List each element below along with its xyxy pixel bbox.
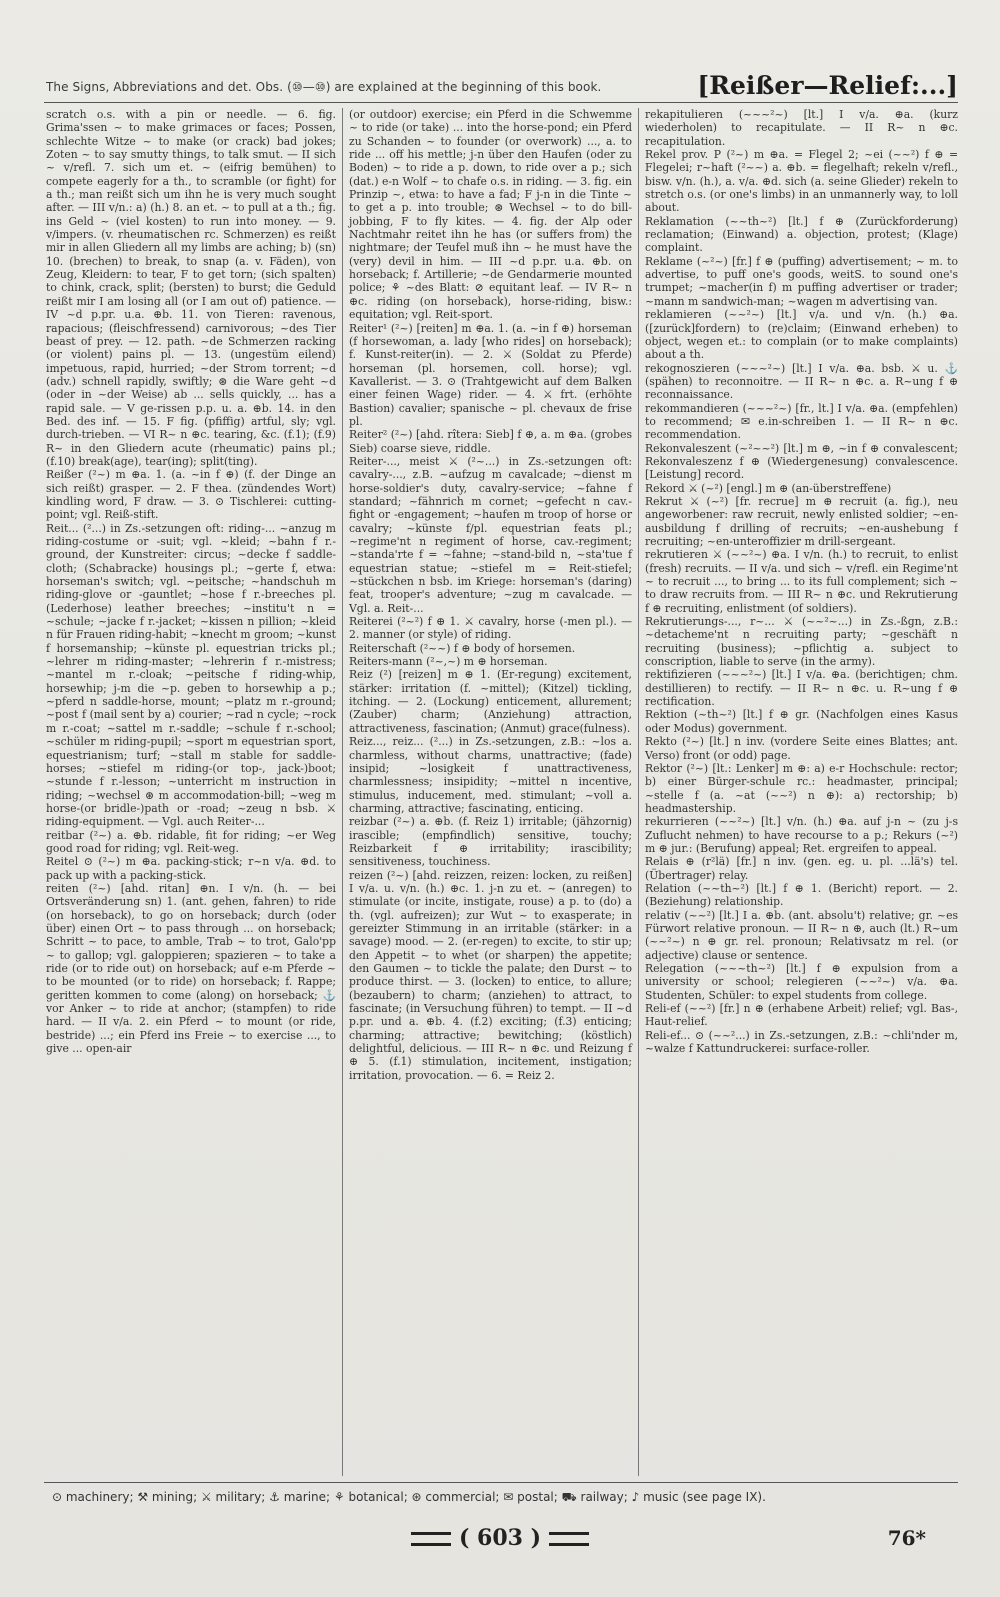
running-head: [Reißer—Relief:...] <box>697 71 958 100</box>
text-columns <box>44 108 958 1476</box>
dictionary-entry: Reiz..., reiz... (²...) in Zs.-setzungen, z.B.: ~los a. charmless, without charms, unattractive; (fade) insipid; ~losigkeit f unattractiveness, charmlessness; insipidity; ~mittel n incentive, stimulus, inducement, med. stimulant; ~voll a. charming, attractive; fascinating, enticing. <box>349 735 632 815</box>
dictionary-entry: relativ (~~²) [lt.] I a. ⊕b. (ant. absolu't) relative; gr. ~es Fürwort relative pronoun. — II R~ n ⊕, auch (lt.) R~um (~~²~) n ⊕ gr. rel. pronoun; Relativsatz m rel. (or adjective) clause or sentence. <box>645 908 958 962</box>
abbreviation-note: The Signs, Abbreviations and det. Obs. (⑩—⑩) are explained at the beginning of this book. <box>46 80 602 94</box>
dictionary-entry: Reitel ⊙ (²~) m ⊕a. packing-stick; r~n v/a. ⊕d. to pack up with a packing-stick. <box>46 855 336 882</box>
dictionary-entry: (or outdoor) exercise; ein Pferd in die Schwemme ~ to ride (or take) ... into the horse-pond; ein Pferd zu Schanden ~ to founder (or overwork) ..., a. to ride ... off his mettle; j-n über den Haufen (oder zu Boden) ~ to ride a p. down, to ride over a p.; sich (dat.) e-n Wolf ~ to chafe o.s. in riding. — 3. fig. ein Prinzip ~, etwa: to have a fad; F j-n in die Tinte ~ to get a p. into trouble; ⊛ Wechsel ~ to do bill-jobbing, F to fly kites. — 4. fig. der Alp oder Nachtmahr reitet ihn he has (or suffers from) the nightmare; der Teufel muß ihn ~ he must have the (very) devil in him. — III ~d p.pr. u.a. ⊕b. on horseback; f. Artillerie; ~de Gendarmerie mounted police; ⚘ ~des Blatt: ⊘ equitant leaf. — IV R~ n ⊕c. riding (on horseback), horse-riding, bisw.: equitation; vgl. Reit-sport. <box>349 108 632 322</box>
page-number: ( 603 ) <box>458 1525 542 1551</box>
page-number-block <box>0 1525 1000 1551</box>
dictionary-entry: Reiterei (²~²) f ⊕ 1. ⚔ cavalry, horse (-men pl.). — 2. manner (or style) of riding. <box>349 615 632 642</box>
dictionary-entry: Relais ⊕ (r²lä) [fr.] n inv. (gen. eg. u. pl. ...lä's) tel. (Übertrager) relay. <box>645 855 958 882</box>
dictionary-entry: rekrutieren ⚔ (~~²~) ⊕a. I v/n. (h.) to recruit, to enlist (fresh) recruits. — II v/a. und sich ~ v/refl. ein Regime'nt ~ to recruit ..., to bring ... to its full complement; sich ~ to draw recruits from. — III R~ n ⊕c. und Rekrutierung f ⊕ recruiting, enlistment (of soldiers). <box>645 548 958 615</box>
page-header <box>44 58 958 103</box>
dictionary-entry: Rekord ⚔ (~²) [engl.] m ⊕ (an-überstreffene) <box>645 481 892 495</box>
dictionary-entry: reizbar (²~) a. ⊕b. (f. Reiz 1) irritable; (jähzornig) irascible; (empfindlich) sensitive, touchy; Reizbarkeit f ⊕ irritability; irascibility; sensitiveness, touchiness. <box>349 815 632 869</box>
symbol-legend: ⊙ machinery; ⚒ mining; ⚔ military; ⚓ marine; ⚘ botanical; ⊛ commercial; ✉ postal; ⛟ railway; ♪ music (see page IX). <box>52 1490 766 1504</box>
column-right <box>638 108 958 1476</box>
dictionary-entry: Reiter² (²~) [ahd. rîtera: Sieb] f ⊕, a. m ⊕a. (grobes Sieb) coarse sieve, riddle. <box>349 428 632 455</box>
dictionary-entry: Relation (~~th~²) [lt.] f ⊕ 1. (Bericht) report. — 2. (Beziehung) relationship. <box>645 881 958 909</box>
dictionary-entry: reklamieren (~~²~) [lt.] v/a. und v/n. (h.) ⊕a. ([zurück]fordern) to (re)claim; (Einwand erheben) to object, wegen et.: to complain (or to make complaints) about a th. <box>645 308 958 362</box>
dictionary-entry: Rektion (~th~²) [lt.] f ⊕ gr. (Nachfolgen eines Kasus oder Modus) government. <box>645 708 958 735</box>
dictionary-entry: Reli-ef... ⊙ (~~²...) in Zs.-setzungen, z.B.: ~chli'nder m, ~walze f Kattundruckerei: surface-roller. <box>645 1028 958 1056</box>
dictionary-entry: rektifizieren (~~~²~) [lt.] I v/a. ⊕a. (berichtigen; chm. destillieren) to rectify. — II R~ n ⊕c. u. R~ung f ⊕ rectification. <box>645 668 958 709</box>
dictionary-entry: reitbar (²~) a. ⊕b. ridable, fit for riding; ~er Weg good road for riding; vgl. Reit-weg. <box>46 828 336 855</box>
page-number-ornament-left <box>411 1532 451 1546</box>
dictionary-entry: rekurrieren (~~²~) [lt.] v/n. (h.) ⊕a. auf j-n ~ (zu j-s Zuflucht nehmen) to have recourse to a p.; Rekurs (~²) m ⊕ jur.: (Berufung) appeal; Ret. ergreifen to appeal. <box>645 815 958 855</box>
dictionary-entry: Rekonvaleszent (~²~~²) [lt.] m ⊕, ~in f ⊕ convalescent; Rekonvaleszenz f ⊕ (Wiedergenesung) convalescence. [Leistung] record. <box>645 441 958 482</box>
footer-divider <box>44 1482 958 1483</box>
dictionary-entry: Rekto (²~) [lt.] n inv. (vordere Seite eines Blattes; ant. Verso) front (or odd) page. <box>645 735 958 762</box>
column-left <box>44 108 342 1476</box>
dictionary-entry: rekognoszieren (~~~²~) [lt.] I v/a. ⊕a. bsb. ⚔ u. ⚓ (spähen) to reconnoitre. — II R~ n ⊕c. a. R~ung f ⊕ reconnaissance. <box>645 361 958 402</box>
column-middle <box>342 108 638 1476</box>
dictionary-entry: Reiter-..., meist ⚔ (²~...) in Zs.-setzungen oft: cavalry-..., z.B. ~aufzug m cavalcade; ~dienst m horse-soldier's duty, cavalry-service; ~fahne f standard; ~fähnrich m cornet; ~gefecht n cav.-fight or -engagement; ~haufen m troop of horse or cavalry; ~künste f/pl. equestrian feats pl.; ~regime'nt n regiment of horse, cav.-regiment; ~standa'rte f = ~fahne; ~stand-bild n, ~sta'tue f equestrian statue; ~stiefel m = Reit-stiefel; ~stückchen n bsb. im Kriege: horseman's (daring) feat, trooper's adventure; ~zug m cavalcade. — Vgl. a. Reit-... <box>349 454 632 615</box>
dictionary-entry: Reiterschaft (²~~) f ⊕ body of horsemen. <box>349 641 576 655</box>
dictionary-entry: rekommandieren (~~~²~) [fr., lt.] I v/a. ⊕a. (empfehlen) to recommend; ✉ e.in-schreiben 1. — II R~ n ⊕c. recommendation. <box>645 401 958 442</box>
dictionary-entry: Rektor (²~) [lt.: Lenker] m ⊕: a) e-r Hochschule: rector; b) einer Bürger-schule rc.: headmaster, principal; ~stelle f (a. ~at (~~²) n ⊕): a) rectorship; b) headmastership. <box>645 761 958 815</box>
dictionary-entry: Reit... (²...) in Zs.-setzungen oft: riding-... ~anzug m riding-costume or -suit; vgl. ~kleid; ~bahn f r.-ground, der Kunstreiter: circus; ~decke f saddle-cloth; (Schabracke) housings pl.; ~gerte f, etwa: horseman's switch; vgl. ~peitsche; ~handschuh m riding-glove or -gauntlet; ~hose f r.-breeches pl. (Lederhose) leather breeches; ~institu't n = ~schule; ~jacke f r.-jacket; ~kissen n pillion; ~kleid n für Frauen riding-habit; ~knecht m groom; ~kunst f horsemanship; ~künste pl. equestrian tricks pl.; ~lehrer m riding-master; ~lehrerin f r.-mistress; ~mantel m r.-cloak; ~peitsche f riding-whip, horsewhip; j-m die ~p. geben to horsewhip a p.; ~pferd n saddle-horse, mount; ~platz m r.-ground; ~post f (mail sent by a) courier; ~rad n cycle; ~rock m r.-coat; ~sattel m r.-saddle; ~schule f r.-school; ~schüler m riding-pupil; ~sport m equestrian sport, equestrianism; turf; ~stall m stable for saddle-horses; ~stiefel m riding-(or top-, jack-)boot; ~stunde f r.-lesson; ~unterricht m instruction in riding; ~wechsel ⊛ m accommodation-bill; ~weg m horse-(or bridle-)path or -road; ~zeug n bsb. ⚔ riding-equipment. — Vgl. auch Reiter-... <box>46 521 336 829</box>
page-number-ornament-right <box>549 1532 589 1546</box>
dictionary-entry: rekapitulieren (~~~²~) [lt.] I v/a. ⊕a. (kurz wiederholen) to recapitulate. — II R~ n ⊕c. recapitulation. <box>645 108 958 148</box>
dictionary-entry: Relegation (~~~th~²) [lt.] f ⊕ expulsion from a university or school; relegieren (~~²~) v/a. ⊕a. Studenten, Schüler: to expel students from college. <box>645 962 958 1002</box>
dictionary-entry: Reiter¹ (²~) [reiten] m ⊕a. 1. (a. ~in f ⊕) horseman (f horsewoman, a. lady [who rides] on horseback); f. Kunst-reiter(in). — 2. ⚔ (Soldat zu Pferde) horseman (pl. horsemen, coll. horse); vgl. Kavallerist. — 3. ⊙ (Trahtgewicht auf dem Balken einer feinen Wage) rider. — 4. ⚔ frt. (erhöhte Bastion) cavalier; spanische ~ pl. chevaux de frise pl. <box>349 321 632 428</box>
dictionary-entry: scratch o.s. with a pin or needle. — 6. fig. Grima'ssen ~ to make grimaces or faces; Possen, schlechte Witze ~ to make (or crack) bad jokes; Zoten ~ to say smutty things, to talk smut. — II sich ~ v/refl. 7. sich um et. ~ (eifrig bemühen) to compete eagerly for a th., to scramble (or fight) for a th.; man reißt sich um ihn he is very much sought after. — III v/n.: a) (h.) 8. an et. ~ to pull at a th.; fig. ins Geld ~ (viel kosten) to run into money. — 9. v/impers. (v. rheumatischen rc. Schmerzen) es reißt mir in allen Gliedern all my limbs are aching; b) (sn) 10. (brechen) to break, to snap (a. v. Fäden), von Zeug, Kleidern: to tear, F to get torn; (sich spalten) to chink, crack, split; (bersten) to burst; die Geduld reißt mir I am losing all (or I am out of) patience. — IV ~d p.pr. u.a. ⊕b. 11. von Tieren: ravenous, rapacious; (fleischfressend) carnivorous; ~des Tier beast of prey. — 12. path. ~de Schmerzen racking (or violent) pains pl. — 13. (ungestüm eilend) impetuous, rapid, hurried; ~der Strom torrent; ~d (adv.) schnell rapidly, swiftly; ⊛ die Ware geht ~d (oder in ~der Weise) ab ... sells quickly, ... has a rapid sale. — V ge-rissen p.p. u. a. ⊕b. 14. in den Bed. des inf. — 15. F fig. (pfiffig) artful, sly; vgl. durch-trieben. — VI R~ n ⊕c. tearing, &c. (f.1); (f.9) R~ in den Gliedern acute (rheumatic) pains pl.; (f.10) break(age), tear(ing); split(ting). <box>46 108 336 468</box>
sheet-number: 76* <box>887 1526 926 1550</box>
dictionary-entry: Reklamation (~~th~²) [lt.] f ⊕ (Zurückforderung) reclamation; (Einwand) a. objection, protest; (Klage) complaint. <box>645 214 958 255</box>
dictionary-entry: Reißer (²~) m ⊕a. 1. (a. ~in f ⊕) (f. der Dinge an sich reißt) grasper. — 2. F thea. (zündendes Wort) kindling word, F draw. — 3. ⊙ Tischlerei: cutting-point; vgl. Reiß-stift. <box>46 468 336 522</box>
dictionary-entry: Rekrutierungs-..., r~... ⚔ (~~²~...) in Zs.-ßgn, z.B.: ~detacheme'nt n recruiting party; ~geschäft n recruiting (business); ~pflichtig a. subject to conscription, liable to serve (in the army). <box>645 615 958 669</box>
dictionary-entry: Rekrut ⚔ (~²) [fr. recrue] m ⊕ recruit (a. fig.), neu angeworbener: raw recruit, newly enlisted soldier; ~en-ausbildung f drilling of recruits; ~en-aushebung f recruiting; ~en-unteroffizier m drill-sergeant. <box>645 494 958 548</box>
dictionary-entry: Reiters-mann (²~,~) m ⊕ horseman. <box>349 655 548 669</box>
dictionary-entry: Reiz (²) [reizen] m ⊕ 1. (Er-regung) excitement, stärker: irritation (f. ~mittel); (Kitzel) tickling, itching. — 2. (Lockung) enticement, allurement; (Zauber) charm; (Anziehung) attraction, attractiveness, fascination; (Anmut) grace(fulness). <box>349 668 632 735</box>
dictionary-entry: reizen (²~) [ahd. reizzen, reizen: locken, zu reißen] I v/a. u. v/n. (h.) ⊕c. 1. j-n zu et. ~ (anregen) to stimulate (or incite, instigate, rouse) a p. to (do) a th. (vgl. aufreizen); zur Wut ~ to exasperate; in gereizter Stimmung in an irritable (stärker: in a savage) mood. — 2. (er-regen) to excite, to stir up; den Appetit ~ to whet (or sharpen) the appetite; den Gaumen ~ to tickle the palate; den Durst ~ to produce thirst. — 3. (locken) to entice, to allure; (bezaubern) to charm; (anziehen) to attract, to fascinate; (in Versuchung führen) to tempt. — II ~d p.pr. und a. ⊕b. 4. (f.2) exciting; (f.3) enticing; charming; attractive; bewitching; (köstlich) delightful, delicious. — III R~ n ⊕c. und Reizung f ⊕ 5. (f.1) stimulation, incitement, instigation; irritation, provocation. — 6. = Reiz 2. <box>349 868 632 1082</box>
dictionary-entry: Rekel prov. P (²~) m ⊕a. = Flegel 2; ~ei (~~²) f ⊕ = Flegelei; r~haft (²~~) a. ⊕b. = flegelhaft; rekeln v/refl., bisw. v/n. (h.), a. v/a. ⊕d. sich (a. seine Glieder) rekeln to stretch o.s. (or one's limbs) in an unmannerly way, to loll about. <box>645 148 958 215</box>
dictionary-entry: reiten (²~) [ahd. ritan] ⊕n. I v/n. (h. — bei Ortsveränderung sn) 1. (ant. gehen, fahren) to ride (on horseback), to go on horseback; durch (oder über) einen Ort ~ to pass through ... on horseback; Schritt ~ to pace, to amble, Trab ~ to trot, Galo'pp ~ to gallop; vgl. galoppieren; spazieren ~ to take a ride (or to ride out) on horseback; auf e-m Pferde ~ to be mounted (or to ride) on horseback; f. Rappe; geritten kommen to come (along) on horseback; ⚓ vor Anker ~ to ride at anchor; (stampfen) to ride hard. — II v/a. 2. ein Pferd ~ to mount (or ride, bestride) ...; ein Pferd ins Freie ~ to exercise ..., to give ... open-air <box>46 881 336 1056</box>
dictionary-entry: Reklame (~²~) [fr.] f ⊕ (puffing) advertisement; ~ m. to advertise, to puff one's goods, weitS. to sound one's trumpet; ~macher(in f) m puffing advertiser or trader; ~mann m sandwich-man; ~wagen m advertising van. <box>645 254 958 308</box>
dictionary-entry: Reli-ef (~~²) [fr.] n ⊕ (erhabene Arbeit) relief; vgl. Bas-, Haut-relief. <box>645 1002 958 1029</box>
